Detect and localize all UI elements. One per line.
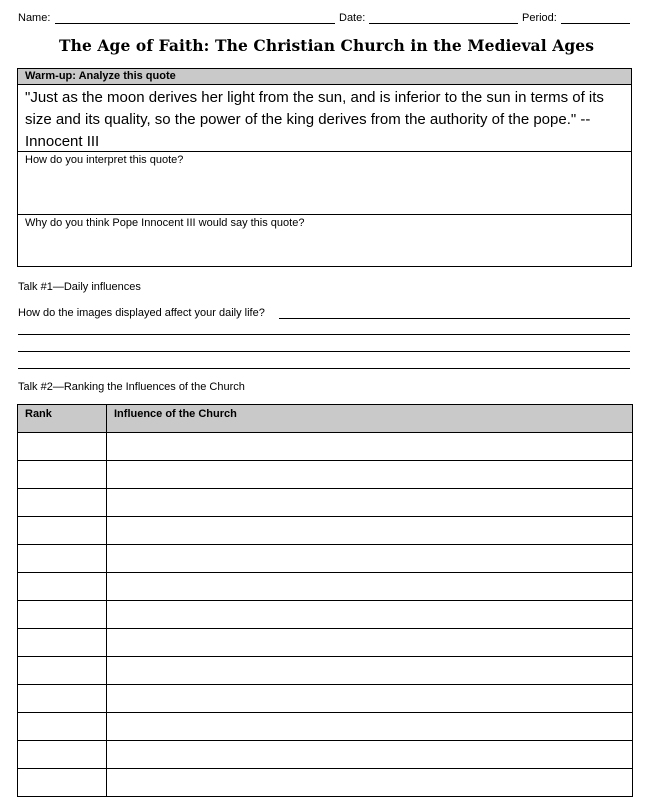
answer-line[interactable]	[18, 334, 630, 335]
rank-column-header: Rank	[18, 405, 107, 433]
influence-cell[interactable]	[107, 489, 633, 517]
table-header-row	[18, 405, 633, 433]
influence-cell[interactable]	[107, 433, 633, 461]
answer-line[interactable]	[18, 368, 630, 369]
influence-cell[interactable]	[107, 461, 633, 489]
date-field[interactable]	[369, 23, 518, 24]
rank-cell[interactable]	[18, 461, 107, 489]
answer-line[interactable]	[279, 318, 630, 319]
table-row	[18, 685, 633, 713]
period-field[interactable]	[561, 23, 630, 24]
influence-cell[interactable]	[107, 601, 633, 629]
rank-cell[interactable]	[18, 741, 107, 769]
influence-cell[interactable]	[107, 517, 633, 545]
warmup-heading: Warm-up: Analyze this quote	[17, 68, 632, 85]
influence-cell[interactable]	[107, 741, 633, 769]
rank-cell[interactable]	[18, 573, 107, 601]
ranking-table	[17, 404, 633, 797]
warmup-quote: "Just as the moon derives her light from the sun, and is inferior to the sun in terms of its size and its quality, so the power of the king derives from the authority of the pope." --Innocent III	[17, 84, 632, 152]
why-question: Why do you think Pope Innocent III would say this quote?	[25, 217, 305, 229]
rank-cell[interactable]	[18, 769, 107, 797]
talk1-question: How do the images displayed affect your daily life?	[18, 307, 265, 319]
table-row	[18, 601, 633, 629]
rank-cell[interactable]	[18, 433, 107, 461]
name-field[interactable]	[55, 23, 335, 24]
rank-cell[interactable]	[18, 713, 107, 741]
ranking-table-body	[18, 433, 633, 797]
answer-line[interactable]	[18, 351, 630, 352]
interpret-question: How do you interpret this quote?	[25, 154, 184, 166]
table-row	[18, 657, 633, 685]
rank-cell[interactable]	[18, 657, 107, 685]
talk2-heading: Talk #2—Ranking the Influences of the Church	[18, 381, 245, 393]
table-row	[18, 573, 633, 601]
name-label: Name:	[18, 12, 51, 24]
rank-cell[interactable]	[18, 517, 107, 545]
date-label: Date:	[339, 12, 366, 24]
table-row	[18, 741, 633, 769]
interpret-answer-box[interactable]	[17, 151, 632, 215]
table-row	[18, 489, 633, 517]
influence-column-header: Influence of the Church	[107, 405, 633, 433]
rank-cell[interactable]	[18, 629, 107, 657]
influence-cell[interactable]	[107, 657, 633, 685]
page-title: The Age of Faith: The Christian Church in the Medieval Ages	[58, 36, 595, 55]
rank-cell[interactable]	[18, 545, 107, 573]
table-row	[18, 461, 633, 489]
influence-cell[interactable]	[107, 685, 633, 713]
table-row	[18, 713, 633, 741]
rank-cell[interactable]	[18, 685, 107, 713]
influence-cell[interactable]	[107, 713, 633, 741]
influence-cell[interactable]	[107, 545, 633, 573]
table-row	[18, 769, 633, 797]
table-row	[18, 433, 633, 461]
table-row	[18, 517, 633, 545]
table-row	[18, 629, 633, 657]
table-row	[18, 545, 633, 573]
talk1-heading: Talk #1—Daily influences	[18, 281, 141, 293]
period-label: Period:	[522, 12, 557, 24]
rank-cell[interactable]	[18, 489, 107, 517]
influence-cell[interactable]	[107, 629, 633, 657]
influence-cell[interactable]	[107, 573, 633, 601]
why-answer-box[interactable]	[17, 214, 632, 267]
influence-cell[interactable]	[107, 769, 633, 797]
rank-cell[interactable]	[18, 601, 107, 629]
